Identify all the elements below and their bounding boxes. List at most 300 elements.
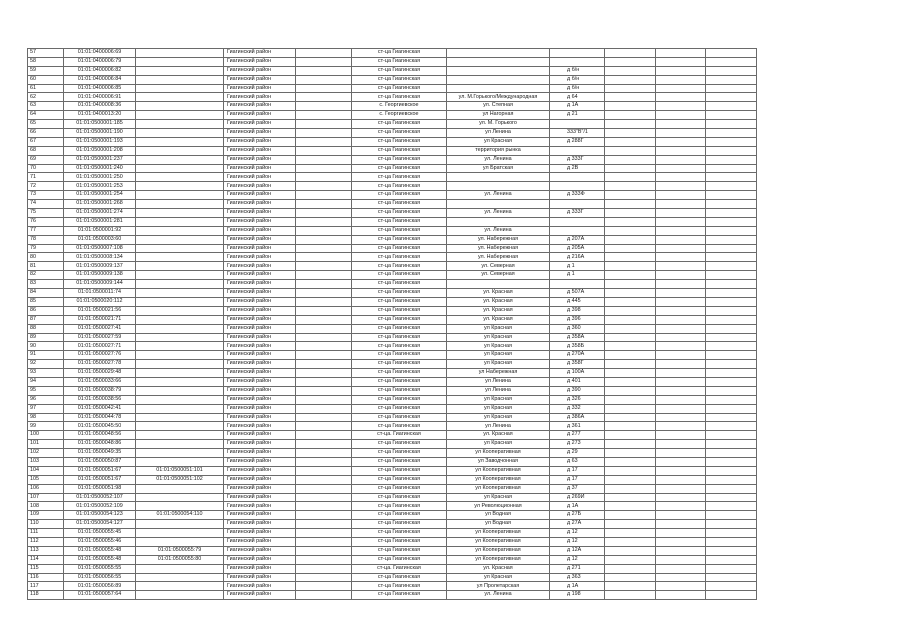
row-number-cell: 79	[28, 244, 64, 253]
cadastral-number-cell: 01:01:0500001:254	[64, 191, 136, 200]
related-cadastral-number-cell	[136, 431, 224, 440]
street-cell: ул Кооперативная	[447, 466, 550, 475]
empty-cell-cell	[296, 564, 352, 573]
settlement-cell: ст-ца Гиагинская	[352, 244, 447, 253]
empty-cell-cell	[296, 182, 352, 191]
house-number-cell: д 12	[550, 537, 605, 546]
row-number-cell: 75	[28, 209, 64, 218]
empty-cell-cell	[296, 591, 352, 600]
table-row	[28, 475, 757, 484]
settlement-cell: ст-ца Гиагинская	[352, 93, 447, 102]
table-row	[28, 324, 757, 333]
empty-cell-cell	[605, 182, 656, 191]
table-row	[28, 520, 757, 529]
empty-cell-cell	[605, 306, 656, 315]
row-number-cell: 97	[28, 404, 64, 413]
cadastral-number-cell: 01:01:0400006:79	[64, 57, 136, 66]
empty-cell-cell	[706, 49, 757, 58]
empty-cell-cell	[296, 502, 352, 511]
cadastral-number-cell: 01:01:0500001:190	[64, 129, 136, 138]
street-cell: ул Кооперативная	[447, 475, 550, 484]
row-number-cell: 84	[28, 289, 64, 298]
empty-cell-cell	[605, 351, 656, 360]
district-cell: Гиагинский район	[224, 333, 296, 342]
empty-cell-cell	[296, 413, 352, 422]
street-cell: ул. Красная	[447, 297, 550, 306]
empty-cell-cell	[605, 84, 656, 93]
district-cell: Гиагинский район	[224, 57, 296, 66]
cadastral-number-cell: 01:01:0400006:69	[64, 49, 136, 58]
related-cadastral-number-cell	[136, 49, 224, 58]
street-cell	[447, 280, 550, 289]
street-cell	[447, 84, 550, 93]
empty-cell-cell	[706, 217, 757, 226]
row-number-cell: 57	[28, 49, 64, 58]
street-cell: ул Водная	[447, 520, 550, 529]
settlement-cell: с. Георгиевское	[352, 111, 447, 120]
cadastral-number-cell: 01:01:0500001:253	[64, 182, 136, 191]
empty-cell-cell	[296, 289, 352, 298]
empty-cell-cell	[706, 511, 757, 520]
cadastral-number-cell: 01:01:0500045:50	[64, 422, 136, 431]
empty-cell-cell	[605, 57, 656, 66]
empty-cell-cell	[656, 555, 706, 564]
street-cell	[447, 66, 550, 75]
related-cadastral-number-cell	[136, 440, 224, 449]
street-cell: ул Красная	[447, 395, 550, 404]
empty-cell-cell	[706, 333, 757, 342]
settlement-cell: ст-ца Гиагинская	[352, 333, 447, 342]
cadastral-number-cell: 01:01:0400006:85	[64, 84, 136, 93]
district-cell: Гиагинский район	[224, 342, 296, 351]
row-number-cell: 85	[28, 297, 64, 306]
empty-cell-cell	[605, 466, 656, 475]
house-number-cell: д 1А	[550, 102, 605, 111]
empty-cell-cell	[706, 84, 757, 93]
cadastral-number-cell: 01:01:0500001:250	[64, 173, 136, 182]
empty-cell-cell	[605, 360, 656, 369]
settlement-cell: ст-ца Гиагинская	[352, 191, 447, 200]
empty-cell-cell	[605, 146, 656, 155]
street-cell: ул. Ленина	[447, 155, 550, 164]
street-cell: ул. Красная	[447, 315, 550, 324]
district-cell: Гиагинский район	[224, 66, 296, 75]
row-number-cell: 68	[28, 146, 64, 155]
related-cadastral-number-cell	[136, 502, 224, 511]
empty-cell-cell	[706, 457, 757, 466]
house-number-cell: д 445	[550, 297, 605, 306]
empty-cell-cell	[605, 511, 656, 520]
row-number-cell: 91	[28, 351, 64, 360]
row-number-cell: 59	[28, 66, 64, 75]
settlement-cell: ст-ца Гиагинская	[352, 511, 447, 520]
district-cell: Гиагинский район	[224, 129, 296, 138]
settlement-cell: ст-ца Гиагинская	[352, 475, 447, 484]
empty-cell-cell	[706, 200, 757, 209]
empty-cell-cell	[296, 449, 352, 458]
house-number-cell	[550, 120, 605, 129]
empty-cell-cell	[656, 369, 706, 378]
related-cadastral-number-cell	[136, 413, 224, 422]
district-cell: Гиагинский район	[224, 209, 296, 218]
street-cell: ул Ленина	[447, 377, 550, 386]
cadastral-number-cell: 01:01:0500001:193	[64, 137, 136, 146]
district-cell: Гиагинский район	[224, 537, 296, 546]
related-cadastral-number-cell	[136, 289, 224, 298]
house-number-cell: д 332	[550, 404, 605, 413]
empty-cell-cell	[706, 377, 757, 386]
row-number-cell: 77	[28, 226, 64, 235]
settlement-cell: ст-ца Гиагинская	[352, 440, 447, 449]
district-cell: Гиагинский район	[224, 564, 296, 573]
empty-cell-cell	[605, 493, 656, 502]
house-number-cell: д 333Г	[550, 155, 605, 164]
related-cadastral-number-cell	[136, 297, 224, 306]
cadastral-number-cell: 01:01:0500052:107	[64, 493, 136, 502]
district-cell: Гиагинский район	[224, 413, 296, 422]
settlement-cell: ст-ца Гиагинская	[352, 217, 447, 226]
empty-cell-cell	[296, 475, 352, 484]
empty-cell-cell	[296, 457, 352, 466]
empty-cell-cell	[706, 484, 757, 493]
table-row	[28, 564, 757, 573]
related-cadastral-number-cell	[136, 66, 224, 75]
house-number-cell: д 2В	[550, 164, 605, 173]
settlement-cell: ст-ца Гиагинская	[352, 49, 447, 58]
cadastral-number-cell: 01:01:0500001:274	[64, 209, 136, 218]
district-cell: Гиагинский район	[224, 93, 296, 102]
cadastral-number-cell: 01:01:0500009:144	[64, 280, 136, 289]
cadastral-number-cell: 01:01:0500001:281	[64, 217, 136, 226]
related-cadastral-number-cell	[136, 582, 224, 591]
house-number-cell: д б/н	[550, 66, 605, 75]
empty-cell-cell	[706, 529, 757, 538]
settlement-cell: ст-ца Гиагинская	[352, 120, 447, 129]
empty-cell-cell	[656, 262, 706, 271]
row-number-cell: 90	[28, 342, 64, 351]
empty-cell-cell	[656, 404, 706, 413]
settlement-cell: ст-ца Гиагинская	[352, 502, 447, 511]
cadastral-number-cell: 01:01:0500001:268	[64, 200, 136, 209]
row-number-cell: 105	[28, 475, 64, 484]
table-row	[28, 502, 757, 511]
empty-cell-cell	[605, 297, 656, 306]
empty-cell-cell	[706, 422, 757, 431]
empty-cell-cell	[706, 271, 757, 280]
district-cell: Гиагинский район	[224, 173, 296, 182]
row-number-cell: 109	[28, 511, 64, 520]
house-number-cell: д 12	[550, 529, 605, 538]
settlement-cell: ст-ца Гиагинская	[352, 209, 447, 218]
empty-cell-cell	[605, 529, 656, 538]
row-number-cell: 114	[28, 555, 64, 564]
house-number-cell: д 270А	[550, 351, 605, 360]
related-cadastral-number-cell	[136, 537, 224, 546]
row-number-cell: 65	[28, 120, 64, 129]
settlement-cell: ст-ца Гиагинская	[352, 582, 447, 591]
empty-cell-cell	[605, 137, 656, 146]
house-number-cell: д 333Ф	[550, 191, 605, 200]
house-number-cell	[550, 226, 605, 235]
house-number-cell: д 358А	[550, 333, 605, 342]
empty-cell-cell	[605, 111, 656, 120]
empty-cell-cell	[296, 306, 352, 315]
district-cell: Гиагинский район	[224, 191, 296, 200]
settlement-cell: ст-ца Гиагинская	[352, 404, 447, 413]
table-row	[28, 271, 757, 280]
table-row	[28, 137, 757, 146]
settlement-cell: ст-ца Гиагинская	[352, 573, 447, 582]
empty-cell-cell	[605, 271, 656, 280]
empty-cell-cell	[706, 235, 757, 244]
district-cell: Гиагинский район	[224, 146, 296, 155]
table-row	[28, 466, 757, 475]
row-number-cell: 81	[28, 262, 64, 271]
related-cadastral-number-cell	[136, 173, 224, 182]
empty-cell-cell	[296, 342, 352, 351]
empty-cell-cell	[656, 360, 706, 369]
table-row	[28, 102, 757, 111]
cadastral-number-cell: 01:01:0500001:208	[64, 146, 136, 155]
row-number-cell: 112	[28, 537, 64, 546]
empty-cell-cell	[706, 564, 757, 573]
related-cadastral-number-cell	[136, 324, 224, 333]
empty-cell-cell	[706, 440, 757, 449]
street-cell: ул Красная	[447, 342, 550, 351]
related-cadastral-number-cell	[136, 369, 224, 378]
settlement-cell: ст-ца Гиагинская	[352, 413, 447, 422]
table-row	[28, 529, 757, 538]
empty-cell-cell	[706, 93, 757, 102]
row-number-cell: 63	[28, 102, 64, 111]
empty-cell-cell	[656, 440, 706, 449]
empty-cell-cell	[656, 164, 706, 173]
row-number-cell: 118	[28, 591, 64, 600]
district-cell: Гиагинский район	[224, 315, 296, 324]
empty-cell-cell	[706, 360, 757, 369]
table-row	[28, 235, 757, 244]
related-cadastral-number-cell	[136, 520, 224, 529]
street-cell: ул. Красная	[447, 306, 550, 315]
row-number-cell: 60	[28, 75, 64, 84]
row-number-cell: 116	[28, 573, 64, 582]
district-cell: Гиагинский район	[224, 137, 296, 146]
empty-cell-cell	[605, 173, 656, 182]
street-cell: ул. Ленина	[447, 191, 550, 200]
empty-cell-cell	[605, 226, 656, 235]
table-row	[28, 75, 757, 84]
district-cell: Гиагинский район	[224, 102, 296, 111]
street-cell: ул Ленина	[447, 422, 550, 431]
house-number-cell	[550, 146, 605, 155]
empty-cell-cell	[296, 120, 352, 129]
district-cell: Гиагинский район	[224, 120, 296, 129]
empty-cell-cell	[296, 546, 352, 555]
settlement-cell: ст-ца Гиагинская	[352, 146, 447, 155]
table-row	[28, 146, 757, 155]
related-cadastral-number-cell	[136, 164, 224, 173]
empty-cell-cell	[706, 155, 757, 164]
empty-cell-cell	[296, 582, 352, 591]
related-cadastral-number-cell	[136, 200, 224, 209]
settlement-cell: ст-ца Гиагинская	[352, 75, 447, 84]
empty-cell-cell	[605, 475, 656, 484]
empty-cell-cell	[656, 226, 706, 235]
empty-cell-cell	[656, 386, 706, 395]
table-row	[28, 226, 757, 235]
house-number-cell	[550, 173, 605, 182]
cadastral-number-cell: 01:01:0500048:86	[64, 440, 136, 449]
empty-cell-cell	[656, 537, 706, 546]
settlement-cell: ст-ца Гиагинская	[352, 324, 447, 333]
empty-cell-cell	[706, 395, 757, 404]
cadastral-number-cell: 01:01:0500003:60	[64, 235, 136, 244]
row-number-cell: 73	[28, 191, 64, 200]
empty-cell-cell	[706, 306, 757, 315]
cadastral-number-cell: 01:01:0500009:138	[64, 271, 136, 280]
row-number-cell: 78	[28, 235, 64, 244]
street-cell	[447, 75, 550, 84]
empty-cell-cell	[605, 155, 656, 164]
related-cadastral-number-cell	[136, 146, 224, 155]
house-number-cell: д 17	[550, 466, 605, 475]
house-number-cell: д 273	[550, 440, 605, 449]
empty-cell-cell	[706, 111, 757, 120]
settlement-cell: ст-ца Гиагинская	[352, 280, 447, 289]
table-row	[28, 395, 757, 404]
related-cadastral-number-cell	[136, 75, 224, 84]
empty-cell-cell	[706, 173, 757, 182]
street-cell: ул Нагорная	[447, 111, 550, 120]
row-number-cell: 96	[28, 395, 64, 404]
house-number-cell: д 507А	[550, 289, 605, 298]
empty-cell-cell	[296, 200, 352, 209]
empty-cell-cell	[656, 235, 706, 244]
row-number-cell: 62	[28, 93, 64, 102]
empty-cell-cell	[656, 449, 706, 458]
empty-cell-cell	[605, 129, 656, 138]
empty-cell-cell	[656, 591, 706, 600]
empty-cell-cell	[605, 422, 656, 431]
district-cell: Гиагинский район	[224, 582, 296, 591]
related-cadastral-number-cell	[136, 57, 224, 66]
related-cadastral-number-cell	[136, 591, 224, 600]
related-cadastral-number-cell	[136, 244, 224, 253]
empty-cell-cell	[605, 342, 656, 351]
related-cadastral-number-cell	[136, 120, 224, 129]
district-cell: Гиагинский район	[224, 395, 296, 404]
empty-cell-cell	[706, 129, 757, 138]
table-row	[28, 200, 757, 209]
empty-cell-cell	[296, 146, 352, 155]
empty-cell-cell	[656, 564, 706, 573]
related-cadastral-number-cell: 01:01:0500054:110	[136, 511, 224, 520]
settlement-cell: ст-ца Гиагинская	[352, 182, 447, 191]
empty-cell-cell	[706, 342, 757, 351]
empty-cell-cell	[296, 484, 352, 493]
house-number-cell: д б/н	[550, 75, 605, 84]
empty-cell-cell	[605, 235, 656, 244]
table-row	[28, 84, 757, 93]
district-cell: Гиагинский район	[224, 111, 296, 120]
house-number-cell: д 198	[550, 591, 605, 600]
empty-cell-cell	[296, 164, 352, 173]
empty-cell-cell	[605, 217, 656, 226]
empty-cell-cell	[656, 182, 706, 191]
settlement-cell: ст-ца Гиагинская	[352, 360, 447, 369]
empty-cell-cell	[296, 57, 352, 66]
settlement-cell: ст-ца Гиагинская	[352, 591, 447, 600]
table-row	[28, 315, 757, 324]
empty-cell-cell	[296, 377, 352, 386]
cadastral-number-cell: 01:01:0500054:127	[64, 520, 136, 529]
table-row	[28, 49, 757, 58]
empty-cell-cell	[656, 333, 706, 342]
street-cell	[447, 173, 550, 182]
street-cell: ул. Ленина	[447, 591, 550, 600]
empty-cell-cell	[296, 173, 352, 182]
empty-cell-cell	[706, 582, 757, 591]
district-cell: Гиагинский район	[224, 591, 296, 600]
table-row	[28, 306, 757, 315]
empty-cell-cell	[706, 502, 757, 511]
settlement-cell: ст-ца Гиагинская	[352, 484, 447, 493]
table-row	[28, 253, 757, 262]
empty-cell-cell	[656, 351, 706, 360]
street-cell: ул. Красная	[447, 289, 550, 298]
empty-cell-cell	[706, 466, 757, 475]
district-cell: Гиагинский район	[224, 484, 296, 493]
related-cadastral-number-cell	[136, 129, 224, 138]
house-number-cell	[550, 200, 605, 209]
table-row	[28, 173, 757, 182]
district-cell: Гиагинский район	[224, 457, 296, 466]
district-cell: Гиагинский район	[224, 449, 296, 458]
row-number-cell: 94	[28, 377, 64, 386]
empty-cell-cell	[656, 431, 706, 440]
empty-cell-cell	[706, 191, 757, 200]
empty-cell-cell	[656, 342, 706, 351]
table-row	[28, 262, 757, 271]
cadastral-number-cell: 01:01:0500001:240	[64, 164, 136, 173]
row-number-cell: 115	[28, 564, 64, 573]
empty-cell-cell	[296, 191, 352, 200]
house-number-cell: д 358Г	[550, 360, 605, 369]
row-number-cell: 69	[28, 155, 64, 164]
related-cadastral-number-cell	[136, 404, 224, 413]
related-cadastral-number-cell	[136, 395, 224, 404]
empty-cell-cell	[656, 520, 706, 529]
empty-cell-cell	[296, 244, 352, 253]
empty-cell-cell	[296, 324, 352, 333]
row-number-cell: 89	[28, 333, 64, 342]
related-cadastral-number-cell	[136, 493, 224, 502]
row-number-cell: 61	[28, 84, 64, 93]
empty-cell-cell	[706, 520, 757, 529]
table-row	[28, 333, 757, 342]
empty-cell-cell	[656, 129, 706, 138]
related-cadastral-number-cell	[136, 102, 224, 111]
house-number-cell: д 386А	[550, 413, 605, 422]
empty-cell-cell	[296, 226, 352, 235]
row-number-cell: 83	[28, 280, 64, 289]
empty-cell-cell	[605, 164, 656, 173]
settlement-cell: ст-ца Гиагинская	[352, 537, 447, 546]
settlement-cell: с. Георгиевское	[352, 102, 447, 111]
spreadsheet-body	[28, 49, 757, 600]
street-cell: ул Кооперативная	[447, 546, 550, 555]
district-cell: Гиагинский район	[224, 377, 296, 386]
